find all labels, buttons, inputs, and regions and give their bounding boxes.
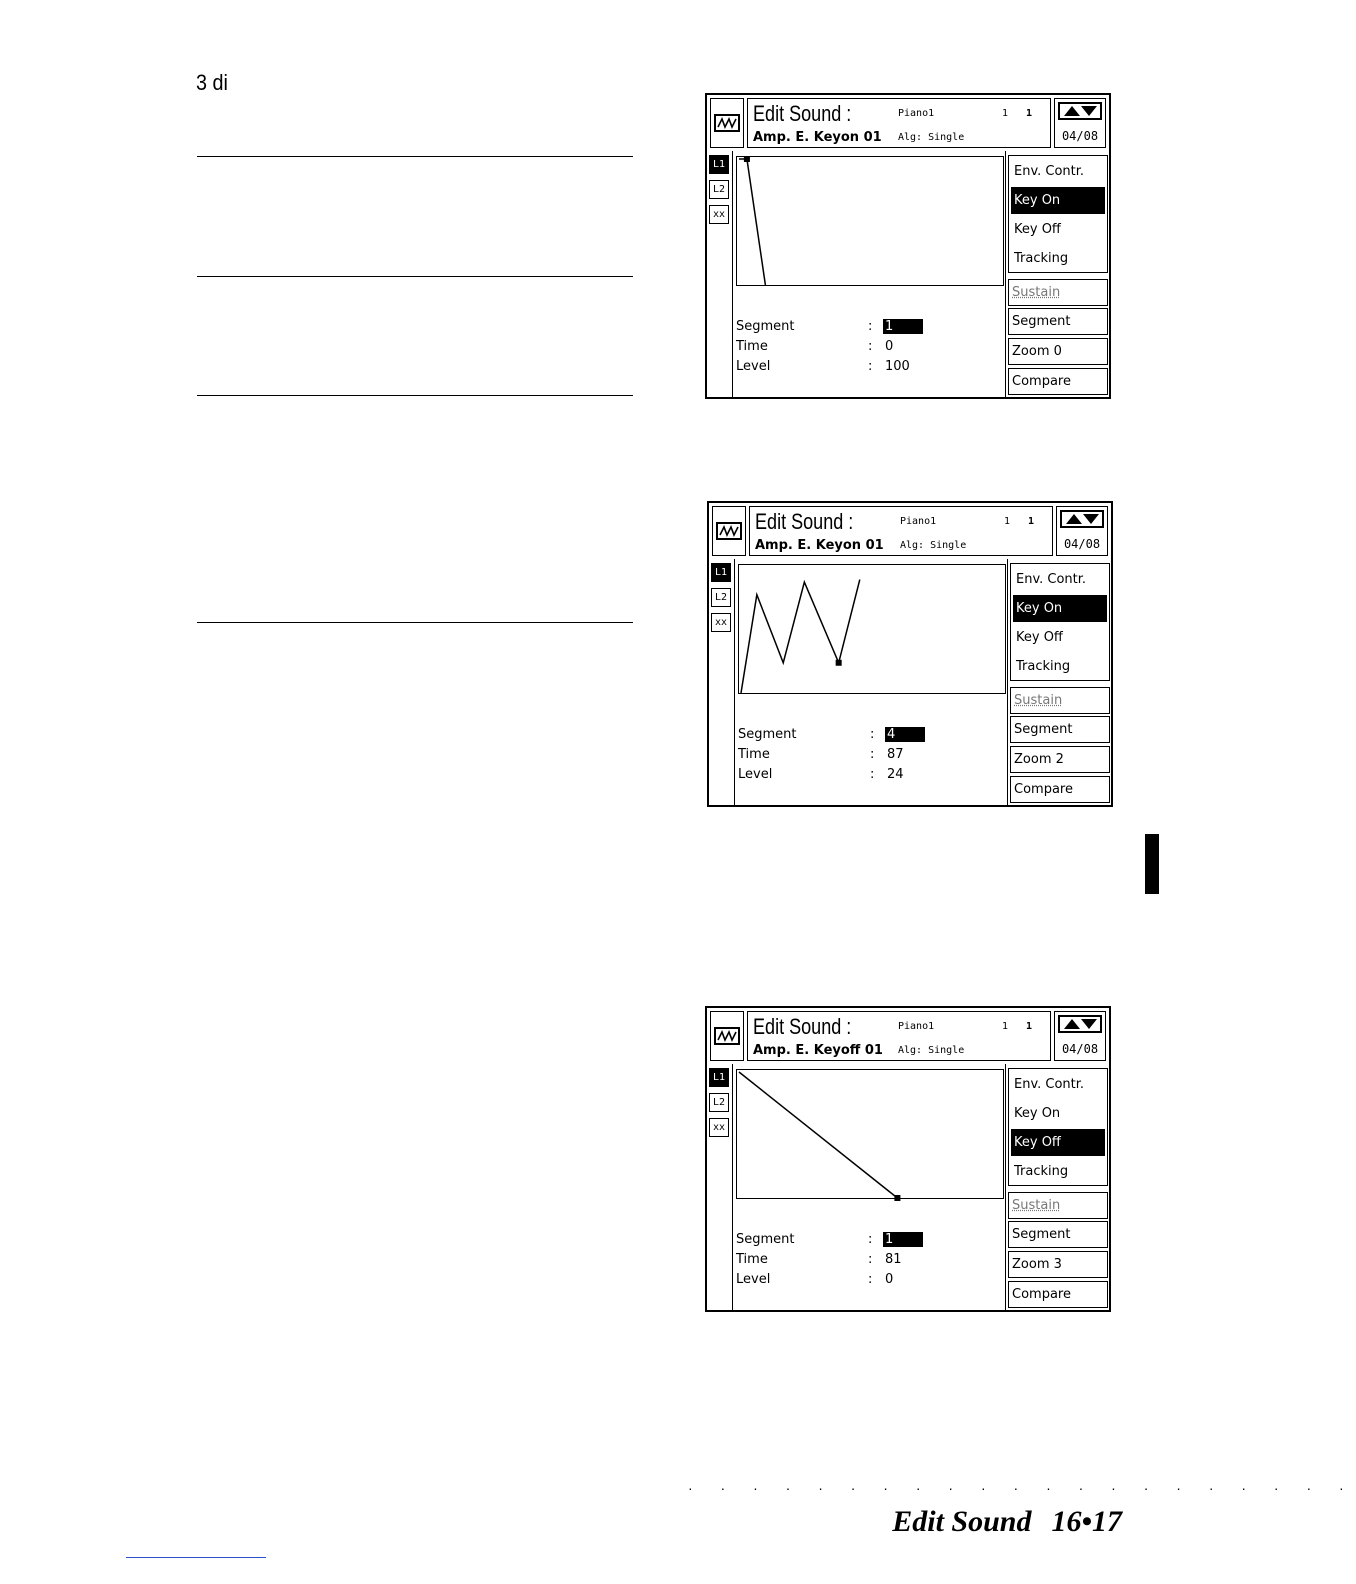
parameter-value-field[interactable]: 0 [885, 339, 894, 354]
parameter-list [736, 319, 1006, 379]
sustain-button[interactable] [1008, 279, 1108, 306]
segment-marker [836, 660, 842, 666]
algorithm-label: Alg: Single [900, 540, 967, 551]
parameter-colon: : [868, 1232, 873, 1247]
parameter-row [736, 319, 1006, 339]
page-up-down-button[interactable] [1060, 510, 1104, 528]
function-button[interactable] [1008, 368, 1108, 395]
parameter-page-name: Amp. E. Keyon 01 [753, 130, 882, 145]
parameter-list [736, 1232, 1006, 1292]
preset-name: Piano1 [898, 108, 935, 119]
parameter-row [736, 1232, 1006, 1252]
preset-name: Piano1 [900, 516, 937, 527]
waveform-icon [714, 114, 740, 132]
parameter-label: Level [736, 1272, 771, 1287]
parameter-value-field[interactable]: 81 [885, 1252, 902, 1267]
divider [197, 156, 633, 157]
footer-link-line [126, 1557, 266, 1558]
screen-title: Edit Sound : [753, 1014, 852, 1039]
parameter-value-field[interactable]: 87 [887, 747, 904, 762]
header-value-1: 1 [1002, 1021, 1009, 1032]
parameter-label: Time [738, 747, 770, 762]
footer-section-title: Edit Sound [892, 1505, 1032, 1538]
function-button[interactable] [1008, 1281, 1108, 1308]
menu-item[interactable]: Key On [1013, 595, 1107, 622]
tab-layer-l2[interactable]: L2 [709, 180, 729, 199]
page-navigator [1054, 98, 1106, 148]
page-counter: 04/08 [1063, 537, 1101, 551]
tab-layer-l2[interactable]: L2 [711, 588, 731, 607]
header-panel [749, 506, 1053, 556]
function-button[interactable] [1008, 308, 1108, 335]
algorithm-label: Alg: Single [898, 132, 965, 143]
parameter-colon: : [868, 1272, 873, 1287]
tab-layer-xx[interactable]: xx [711, 613, 731, 632]
edit-sound-screen [707, 501, 1113, 807]
parameter-row [738, 767, 1008, 787]
parameter-value-field[interactable]: 24 [887, 767, 904, 782]
preset-name: Piano1 [898, 1021, 935, 1032]
tab-layer-l1[interactable]: L1 [709, 1068, 729, 1087]
envelope-icon-button[interactable] [712, 506, 746, 556]
envelope-plot [739, 565, 1007, 695]
button-label: Segment [1014, 722, 1073, 737]
footer-page-number: 16•17 [1051, 1505, 1122, 1538]
parameter-colon: : [870, 747, 875, 762]
menu-item[interactable]: Env. Contr. [1014, 1077, 1085, 1092]
algorithm-label: Alg: Single [898, 1045, 965, 1056]
button-label: Zoom 0 [1012, 344, 1062, 359]
menu-item[interactable]: Key Off [1014, 222, 1061, 237]
parameter-colon: : [868, 359, 873, 374]
button-label: Compare [1012, 374, 1071, 389]
button-label: Zoom 2 [1014, 752, 1064, 767]
parameter-value-field[interactable]: 4 [885, 727, 925, 742]
header-value-2: 1 [1026, 108, 1033, 119]
screen-title: Edit Sound : [753, 101, 852, 126]
divider [734, 559, 735, 805]
button-label: Compare [1014, 782, 1073, 797]
header-value-1: 1 [1002, 108, 1009, 119]
tab-layer-l1[interactable]: L1 [709, 155, 729, 174]
parameter-row [736, 1272, 1006, 1292]
envelope-graph [736, 156, 1004, 286]
segment-marker [744, 156, 750, 162]
parameter-value-field[interactable]: 0 [885, 1272, 894, 1287]
parameter-row [736, 339, 1006, 359]
divider [197, 622, 633, 623]
parameter-row [736, 1252, 1006, 1272]
up-down-arrows-icon [1063, 513, 1101, 525]
header-value-2: 1 [1028, 516, 1035, 527]
envelope-menu [1008, 1068, 1108, 1186]
tab-layer-xx[interactable]: xx [709, 205, 729, 224]
page-up-down-button[interactable] [1058, 1015, 1102, 1033]
sustain-button[interactable] [1010, 687, 1110, 714]
parameter-label: Level [738, 767, 773, 782]
sustain-button[interactable] [1008, 1192, 1108, 1219]
parameter-row [736, 359, 1006, 379]
parameter-page-name: Amp. E. Keyoff 01 [753, 1043, 883, 1058]
menu-item[interactable]: Key On [1011, 187, 1105, 214]
parameter-colon: : [868, 1252, 873, 1267]
menu-item[interactable]: Key Off [1016, 630, 1063, 645]
button-label: Sustain [1012, 285, 1061, 300]
envelope-plot [737, 1070, 1005, 1200]
button-label: Zoom 3 [1012, 1257, 1062, 1272]
envelope-icon-button[interactable] [710, 98, 744, 148]
envelope-line [741, 580, 860, 693]
parameter-label: Time [736, 339, 768, 354]
envelope-graph [736, 1069, 1004, 1199]
function-button[interactable] [1008, 1221, 1108, 1248]
button-label: Compare [1012, 1287, 1071, 1302]
divider [197, 276, 633, 277]
chapter-tab-marker [1145, 834, 1159, 894]
envelope-graph [738, 564, 1006, 694]
parameter-label: Segment [736, 319, 795, 334]
parameter-list [738, 727, 1008, 787]
parameter-label: Segment [738, 727, 797, 742]
footer-title [892, 1505, 1122, 1539]
parameter-row [738, 727, 1008, 747]
header-value-2: 1 [1026, 1021, 1033, 1032]
function-button[interactable] [1010, 746, 1110, 773]
divider [1005, 1064, 1006, 1310]
layer-tabs [709, 155, 731, 230]
envelope-line [739, 159, 765, 285]
menu-item[interactable]: Tracking [1016, 659, 1071, 674]
divider [1007, 559, 1008, 805]
button-label: Sustain [1014, 693, 1063, 708]
divider [732, 151, 733, 397]
header-panel [747, 1011, 1051, 1061]
parameter-value-field[interactable]: 1 [883, 1232, 923, 1247]
tab-layer-l2[interactable]: L2 [709, 1093, 729, 1112]
edit-sound-screen [705, 1006, 1111, 1312]
button-label: Segment [1012, 1227, 1071, 1242]
header-panel [747, 98, 1051, 148]
parameter-colon: : [868, 319, 873, 334]
header-value-1: 1 [1004, 516, 1011, 527]
menu-item[interactable]: Key On [1014, 1106, 1061, 1121]
function-button[interactable] [1010, 716, 1110, 743]
parameter-label: Segment [736, 1232, 795, 1247]
function-button[interactable] [1010, 776, 1110, 803]
parameter-label: Time [736, 1252, 768, 1267]
envelope-line [739, 1072, 897, 1198]
page-counter: 04/08 [1061, 129, 1099, 143]
up-down-arrows-icon [1061, 105, 1099, 117]
menu-item[interactable]: Env. Contr. [1014, 164, 1085, 179]
function-button[interactable] [1008, 1251, 1108, 1278]
parameter-label: Level [736, 359, 771, 374]
dotted-leader: · · · · · · · · · · · · · · · · · · · · · [688, 1480, 1356, 1496]
waveform-icon [716, 522, 742, 540]
layer-tabs [709, 1068, 731, 1143]
envelope-menu [1008, 155, 1108, 273]
menu-item[interactable]: Key Off [1011, 1129, 1105, 1156]
parameter-colon: : [870, 767, 875, 782]
envelope-menu [1010, 563, 1110, 681]
parameter-value-field[interactable]: 100 [885, 359, 910, 374]
page-up-down-button[interactable] [1058, 102, 1102, 120]
parameter-value-field[interactable]: 1 [883, 319, 923, 334]
layer-tabs [711, 563, 733, 638]
parameter-page-name: Amp. E. Keyon 01 [755, 538, 884, 553]
divider [732, 1064, 733, 1310]
menu-item[interactable]: Tracking [1014, 1164, 1069, 1179]
parameter-colon: : [870, 727, 875, 742]
menu-item[interactable]: Tracking [1014, 251, 1069, 266]
tab-layer-xx[interactable]: xx [709, 1118, 729, 1137]
page-navigator [1054, 1011, 1106, 1061]
parameter-row [738, 747, 1008, 767]
page-counter: 04/08 [1061, 1042, 1099, 1056]
button-label: Segment [1012, 314, 1071, 329]
screen-title: Edit Sound : [755, 509, 854, 534]
envelope-icon-button[interactable] [710, 1011, 744, 1061]
waveform-icon [714, 1027, 740, 1045]
button-label: Sustain [1012, 1198, 1061, 1213]
divider [197, 395, 633, 396]
segment-marker [894, 1195, 900, 1201]
function-button[interactable] [1008, 338, 1108, 365]
up-down-arrows-icon [1061, 1018, 1099, 1030]
menu-item[interactable]: Env. Contr. [1016, 572, 1087, 587]
parameter-colon: : [868, 339, 873, 354]
tab-layer-l1[interactable]: L1 [711, 563, 731, 582]
page-heading: 3 di [196, 70, 228, 95]
envelope-plot [737, 157, 1005, 287]
edit-sound-screen [705, 93, 1111, 399]
page-navigator [1056, 506, 1108, 556]
divider [1005, 151, 1006, 397]
